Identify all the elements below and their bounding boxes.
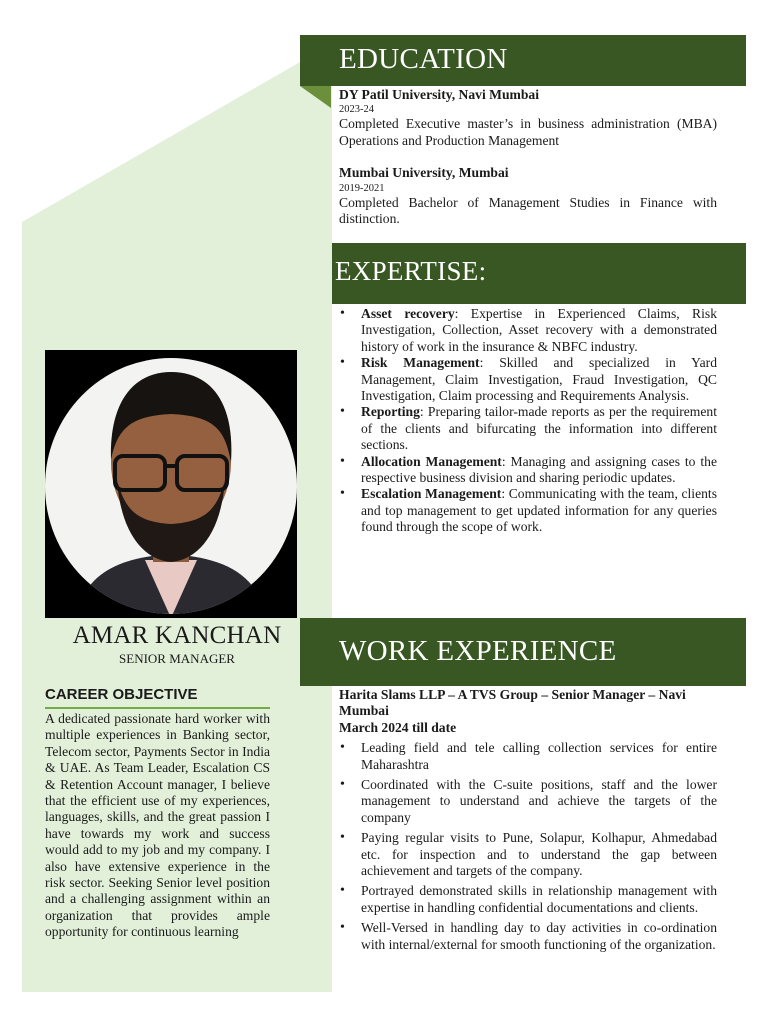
education-header-fold xyxy=(300,86,331,108)
expertise-text: : Expertise in Experienced Claims, Risk Investigation, Collection, Asset recovery with a demonstrated history of work in the insurance & NBFC industry. xyxy=(361,306,717,354)
expertise-title: Escalation Management xyxy=(361,486,502,502)
education-detail: Completed Bachelor of Management Studies in Finance with distinction. xyxy=(339,194,717,227)
person-photo-icon xyxy=(45,350,297,618)
education-school: Mumbai University, Mumbai xyxy=(339,165,509,181)
expertise-heading: EXPERTISE: xyxy=(335,256,487,286)
expertise-title: Allocation Management xyxy=(361,453,502,469)
expertise-title: Risk Management xyxy=(361,355,480,371)
expertise-item xyxy=(339,306,717,355)
profile-name: AMAR KANCHAN xyxy=(72,622,282,649)
expertise-item xyxy=(339,486,717,535)
education-years: 2019-2021 xyxy=(339,182,385,194)
career-objective-text: A dedicated passionate hard worker with multiple experiences in Banking sector, Telecom sector, Payments Sector in India & UAE. As Team Leader, Escalation CS & Retention Account manager, I believe that the efficient use of my experiences, languages, skills, and the great passion I have towards my work and success would add to my job and my company. I also have extensive experience in the risk sector. Seeking Senior level position and a challenging assignment within an organization that provides ample opportunity for continuous learning xyxy=(45,711,270,940)
expertise-item xyxy=(339,454,717,487)
work-item: • Paying regular visits to Pune, Solapur, Kolhapur, Ahmedabad etc. for inspection and to understand the gap between achievement and targets of the company. xyxy=(339,830,717,879)
expertise-text: : Managing and assigning cases to the respective business division and sharing periodic updates. xyxy=(361,453,717,486)
work-company: Harita Slams LLP – A TVS Group – Senior Manager – Navi Mumbai xyxy=(339,687,686,719)
work-item: • Coordinated with the C-suite positions, staff and the lower management to understand and achieve the targets of the company xyxy=(339,777,717,826)
expertise-section xyxy=(339,306,717,536)
expertise-title: Asset recovery xyxy=(361,306,455,321)
education-detail: Completed Executive master’s in business administration (MBA) Operations and Production Management xyxy=(339,116,717,148)
expertise-header xyxy=(332,243,746,304)
profile-photo xyxy=(45,350,297,618)
work-item: • Portrayed demonstrated skills in relationship management with expertise in handling confidential documentations and clients. xyxy=(339,883,717,916)
profile-role: SENIOR MANAGER xyxy=(119,651,235,666)
work-item: • Well-Versed in handling day to day activities in co-ordination with internal/external for smooth functioning of the organization. xyxy=(339,920,717,953)
education-header xyxy=(300,35,746,86)
work-experience-section xyxy=(339,687,717,953)
work-experience-heading: WORK EXPERIENCE xyxy=(339,635,617,667)
work-period: March 2024 till date xyxy=(339,719,457,735)
education-school: DY Patil University, Navi Mumbai xyxy=(339,87,539,102)
education-years: 2023-24 xyxy=(339,104,374,116)
career-objective-heading: CAREER OBJECTIVE xyxy=(45,686,270,709)
expertise-title: Reporting xyxy=(361,404,420,420)
expertise-text: : Preparing tailor-made reports as per the requirement of the clients and bifurcating the information into different sections. xyxy=(361,404,717,453)
work-item: • Leading field and tele calling collection services for entire Maharashtra xyxy=(339,740,717,773)
education-section xyxy=(339,87,717,227)
work-experience-header xyxy=(300,618,746,686)
expertise-text: : Skilled and specialized in Yard Management, Claim Investigation, Fraud Investigation, QC Investigation, Claim processing and Requirements Analysis. xyxy=(361,355,717,404)
expertise-text: : Communicating with the team, clients and top management to get updated information for any queries found through the scope of work. xyxy=(361,486,717,535)
expertise-item xyxy=(339,404,717,453)
education-heading: EDUCATION xyxy=(339,43,508,75)
expertise-item xyxy=(339,355,717,404)
